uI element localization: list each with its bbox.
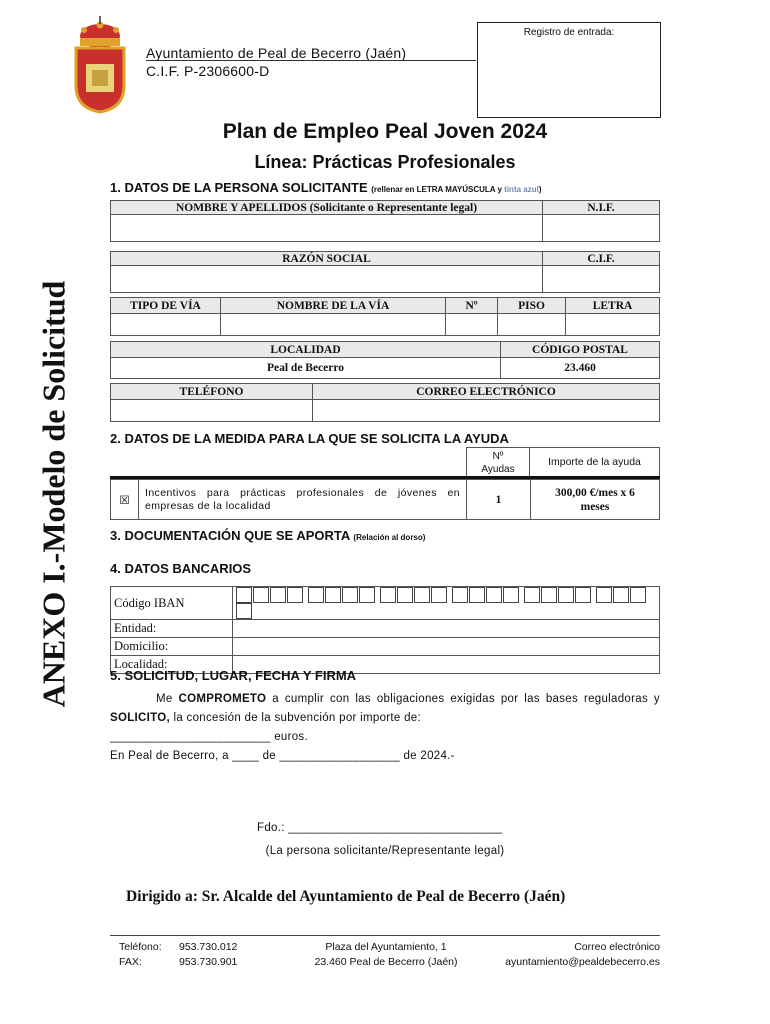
nombre-header: NOMBRE Y APELLIDOS (Solicitante o Representante legal) (111, 201, 543, 215)
iban-box[interactable] (503, 587, 519, 603)
annex-side-title: ANEXO I.-Modelo de Solicitud (35, 280, 72, 708)
correo-field[interactable] (313, 400, 660, 422)
coat-of-arms-logo (70, 16, 130, 114)
iban-box[interactable] (596, 587, 612, 603)
commitment-comprometo: COMPROMETO (178, 693, 267, 705)
iban-box[interactable] (308, 587, 324, 603)
footer-divider (110, 935, 660, 936)
cif-field[interactable] (543, 266, 660, 293)
footer-email-value[interactable]: ayuntamiento@pealdebecerro.es (505, 956, 660, 968)
localidad-value: Peal de Becerro (111, 358, 501, 379)
domicilio-label: Domicilio: (111, 638, 233, 656)
page-subtitle: Línea: Prácticas Profesionales (254, 152, 516, 172)
piso-field[interactable] (498, 314, 566, 336)
importe-value (531, 480, 660, 520)
section-2-title: 2. DATOS DE LA MEDIDA PARA LA QUE SE SOLICITA LA AYUDA (110, 431, 509, 446)
section-1-heading: 1. DATOS DE LA PERSONA SOLICITANTE (110, 180, 368, 195)
section-3-note: (Relación al dorso) (353, 533, 426, 542)
footer-email (470, 940, 660, 970)
iban-box[interactable] (236, 603, 252, 619)
registro-entrada-box[interactable] (477, 22, 661, 118)
iban-box[interactable] (613, 587, 629, 603)
signature-line: Fdo.: ________________________________ (257, 822, 503, 834)
nombre-via-header: NOMBRE DE LA VÍA (221, 298, 446, 314)
amount-line: ________________________ euros. (110, 731, 308, 743)
section-1-note: (rellenar en LETRA MAYÚSCULA y (371, 185, 505, 194)
telefono-field[interactable] (111, 400, 313, 422)
registro-entrada-label: Registro de entrada: (523, 27, 615, 38)
footer-address-line1: Plaza del Ayuntamiento, 1 (325, 941, 447, 953)
incentivos-checkbox[interactable]: ☒ (111, 480, 139, 520)
organization-cif: C.I.F. P-2306600-D (146, 63, 270, 79)
numero-header: Nº (446, 298, 498, 314)
section-4-title: 4. DATOS BANCARIOS (110, 561, 252, 576)
footer-contact (119, 940, 237, 970)
nombre-via-field[interactable] (221, 314, 446, 336)
razon-social-field[interactable] (111, 266, 543, 293)
datos-bancarios-table (110, 586, 660, 674)
entidad-label: Entidad: (111, 620, 233, 638)
footer-fax-value: 953.730.901 (179, 956, 238, 968)
n-ayudas-value: 1 (467, 480, 531, 520)
iban-box[interactable] (630, 587, 646, 603)
nif-field[interactable] (543, 215, 660, 242)
place-date-line: En Peal de Becerro, a ____ de __________________ de 2024.- (110, 750, 455, 762)
letra-header: LETRA (566, 298, 660, 314)
nombre-field[interactable] (111, 215, 543, 242)
incentivos-description: Incentivos para prácticas profesionales de jóvenes en empresas de la localidad (139, 480, 467, 520)
commitment-mid: a cumplir con las obligaciones exigidas por las bases reguladoras y (266, 693, 660, 705)
footer-address-line2: 23.460 Peal de Becerro (Jaén) (314, 956, 458, 968)
importe-header: Importe de la ayuda (530, 447, 660, 477)
footer-address (286, 940, 486, 970)
localidad-table (110, 341, 660, 379)
section-5-title: 5. SOLICITUD, LUGAR, FECHA Y FIRMA (110, 668, 357, 683)
iban-label: Código IBAN (111, 587, 233, 620)
iban-box[interactable] (486, 587, 502, 603)
footer-email-label: Correo electrónico (574, 941, 660, 953)
iban-box[interactable] (342, 587, 358, 603)
localidad-header: LOCALIDAD (111, 342, 501, 358)
correo-header: CORREO ELECTRÓNICO (313, 384, 660, 400)
section-1-title (110, 180, 542, 195)
letra-field[interactable] (566, 314, 660, 336)
n-ayudas-header (466, 447, 530, 477)
iban-boxes[interactable] (233, 587, 660, 620)
page-title: Plan de Empleo Peal Joven 2024 (222, 120, 548, 143)
iban-box[interactable] (253, 587, 269, 603)
razon-social-table (110, 251, 660, 293)
commitment-end: la concesión de la subvención por importe de: (170, 712, 421, 724)
section-1-note-blue: tinta azul (504, 185, 539, 194)
iban-box[interactable] (380, 587, 396, 603)
iban-box[interactable] (469, 587, 485, 603)
direccion-table (110, 297, 660, 336)
n-ayudas-header-line1: Nº (492, 451, 504, 462)
section-3-heading: 3. DOCUMENTACIÓN QUE SE APORTA (110, 528, 350, 543)
importe-value-line1: 300,00 €/mes x 6 (555, 486, 635, 499)
numero-field[interactable] (446, 314, 498, 336)
signature-note: (La persona solicitante/Representante legal) (265, 845, 505, 857)
iban-box[interactable] (236, 587, 252, 603)
nombre-nif-table (110, 200, 660, 242)
iban-box[interactable] (524, 587, 540, 603)
iban-box[interactable] (359, 587, 375, 603)
iban-box[interactable] (452, 587, 468, 603)
cif-header: C.I.F. (543, 252, 660, 266)
ayuda-header-row (466, 447, 660, 477)
iban-box[interactable] (575, 587, 591, 603)
n-ayudas-header-line2: Ayudas (481, 464, 515, 475)
section-3-title (110, 528, 425, 543)
commitment-paragraph (110, 690, 660, 747)
telefono-header: TELÉFONO (111, 384, 313, 400)
iban-box[interactable] (270, 587, 286, 603)
iban-box[interactable] (414, 587, 430, 603)
iban-box[interactable] (558, 587, 574, 603)
iban-box[interactable] (287, 587, 303, 603)
entidad-field[interactable] (233, 620, 660, 638)
footer-fax-label: FAX: (119, 956, 142, 968)
contacto-table (110, 383, 660, 422)
localidad-bancaria-label: Localidad: (111, 656, 233, 674)
commitment-solicito: SOLICITO, (110, 712, 170, 724)
addressee: Dirigido a: Sr. Alcalde del Ayuntamiento de Peal de Becerro (Jaén) (126, 888, 566, 905)
tipo-via-header: TIPO DE VÍA (111, 298, 221, 314)
codigo-postal-value: 23.460 (501, 358, 660, 379)
organization-name: Ayuntamiento de Peal de Becerro (Jaén) (146, 45, 407, 61)
ayuda-table (110, 479, 660, 520)
codigo-postal-header: CÓDIGO POSTAL (501, 342, 660, 358)
commitment-me: Me (156, 693, 179, 705)
footer-tel-label: Teléfono: (119, 941, 162, 953)
nif-header: N.I.F. (543, 201, 660, 215)
tipo-via-field[interactable] (111, 314, 221, 336)
footer-tel-value: 953.730.012 (179, 941, 238, 953)
section-1-note-end: ) (538, 185, 542, 194)
razon-social-header: RAZÓN SOCIAL (111, 252, 543, 266)
domicilio-field[interactable] (233, 638, 660, 656)
iban-box[interactable] (431, 587, 447, 603)
iban-box[interactable] (541, 587, 557, 603)
iban-box[interactable] (397, 587, 413, 603)
organization-header (146, 44, 406, 80)
importe-value-line2: meses (580, 500, 610, 513)
header-divider (146, 60, 476, 61)
piso-header: PISO (498, 298, 566, 314)
iban-box[interactable] (325, 587, 341, 603)
